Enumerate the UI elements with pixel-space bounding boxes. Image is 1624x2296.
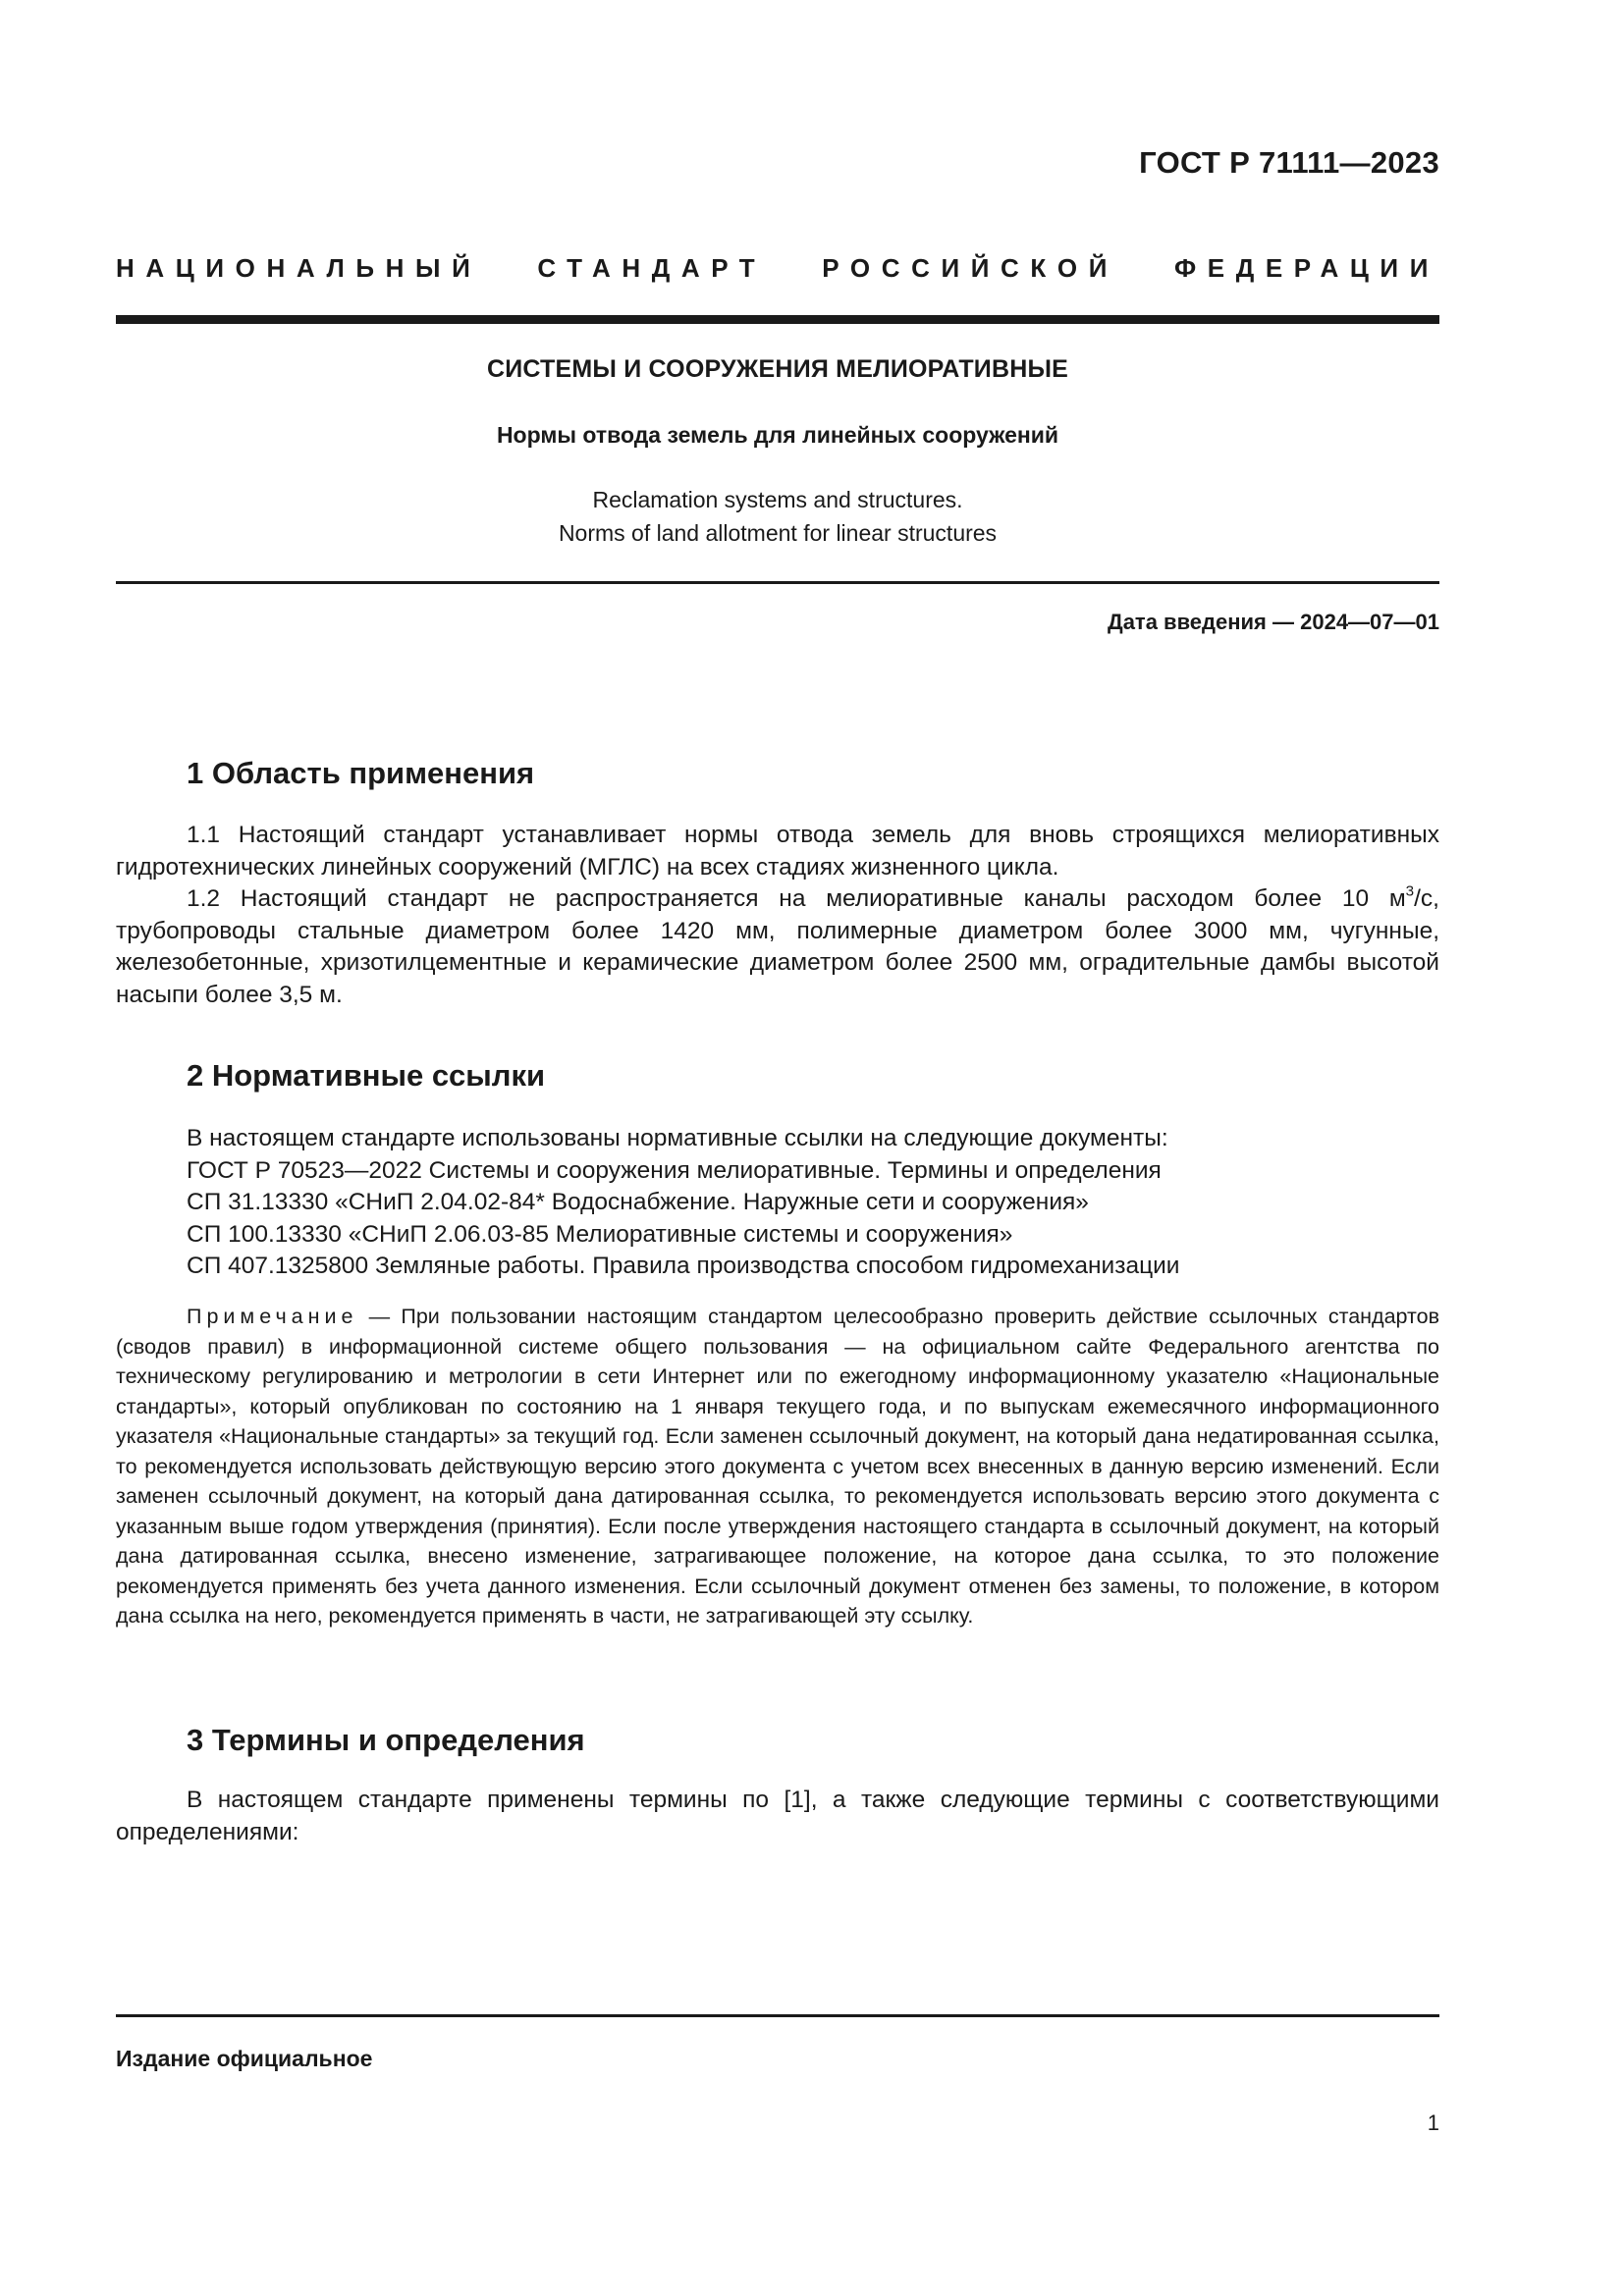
introduction-date: Дата введения — 2024—07—01 xyxy=(1108,610,1439,634)
footer-divider xyxy=(116,2014,1439,2017)
reference-item: СП 31.13330 «СНиП 2.04.02-84* Водоснабжение. Наружные сети и сооружения» xyxy=(187,1189,1089,1215)
paragraph-1-2-text-b: /с, трубопроводы стальные диаметром более 1420 мм, полимерные диаметром более 3000 мм, чугунные, железобетонные, хризотилцементные и керамические диаметром более 2500 мм, оградительные дамбы высотой насыпи более 3,5 м. xyxy=(116,885,1439,1008)
document-number: ГОСТ Р 71111—2023 xyxy=(1139,145,1439,180)
paragraph-3-1: В настоящем стандарте применены термины по [1], а также следующие термины с соответствующими определениями: xyxy=(116,1787,1439,1845)
reference-item: ГОСТ Р 70523—2022 Системы и сооружения мелиоративные. Термины и определения xyxy=(187,1156,1162,1184)
superscript-3: 3 xyxy=(1405,882,1415,900)
document-page xyxy=(116,0,1439,2296)
section-1-heading: 1 Область применения xyxy=(187,756,535,790)
references-intro: В настоящем стандарте использованы нормативные ссылки на следующие документы: xyxy=(187,1125,1168,1151)
paragraph-1-2-text-a: 1.2 Настоящий стандарт не распространяется на мелиоративные каналы расходом более 10 м xyxy=(187,885,1406,912)
section-1-body xyxy=(116,820,1439,1011)
official-edition-label: Издание официальное xyxy=(116,2046,373,2071)
reference-item: СП 100.13330 «СНиП 2.06.03-85 Мелиоративные системы и сооружения» xyxy=(187,1220,1013,1248)
reference-item: СП 407.1325800 Земляные работы. Правила производства способом гидромеханизации xyxy=(187,1253,1180,1279)
references-note xyxy=(116,1302,1439,1631)
note-text: — При пользовании настоящим стандартом целесообразно проверить действие ссылочных стандартов (сводов правил) в информационной системе общего пользования — на официальном сайте Федерального агентства по техническому регулированию и метрологии в сети Интернет или по ежегодному информационному указателю «Национальные стандарты», который опубликован по состоянию на 1 января текущего года, и по выпускам ежемесячного информационного указателя «Национальные стандарты» за текущий год. Если заменен ссылочный документ, на который дана недатированная ссылка, то рекомендуется использовать действующую версию этого документа с учетом всех внесенных в данную версию изменений. Если заменен ссылочный документ, на который дана датированная ссылка, то рекомендуется использовать версию этого документа с указанным выше годом утверждения (принятия). Если после утверждения настоящего стандарта в ссылочный документ, на который дана датированная ссылка, внесено изменение, затрагивающее положение, на которое дана ссылка, то это положение рекомендуется применять без учета данного изменения. Если ссылочный документ отменен без замены, то положение, в котором дана ссылка на него, рекомендуется применять в части, не затрагивающей эту ссылку. xyxy=(116,1305,1439,1628)
english-title xyxy=(116,483,1439,550)
section-2-heading: 2 Нормативные ссылки xyxy=(187,1058,546,1093)
english-title-line-2: Norms of land allotment for linear structures xyxy=(558,520,998,546)
section-3-heading: 3 Термины и определения xyxy=(187,1723,585,1757)
national-standard-banner: НАЦИОНАЛЬНЫЙ СТАНДАРТ РОССИЙСКОЙ ФЕДЕРАЦИИ xyxy=(116,253,1439,283)
standard-title: СИСТЕМЫ И СООРУЖЕНИЯ МЕЛИОРАТИВНЫЕ xyxy=(486,355,1069,383)
english-title-line-1: Reclamation systems and structures. xyxy=(592,487,963,512)
header-divider-thick xyxy=(116,315,1439,324)
paragraph-1-2 xyxy=(116,883,1439,1011)
page-number: 1 xyxy=(1427,2110,1439,2135)
note-label: Примечание xyxy=(187,1305,358,1328)
section-3-body xyxy=(116,1785,1439,1848)
title-divider xyxy=(116,581,1439,584)
normative-references-list xyxy=(187,1123,1439,1283)
note-paragraph xyxy=(116,1302,1439,1631)
paragraph-1-1: 1.1 Настоящий стандарт устанавливает нормы отвода земель для вновь строящихся мелиоративных гидротехнических линейных сооружений (МГЛС) на всех стадиях жизненного цикла. xyxy=(116,822,1439,881)
standard-subtitle: Нормы отвода земель для линейных сооружений xyxy=(496,422,1059,448)
